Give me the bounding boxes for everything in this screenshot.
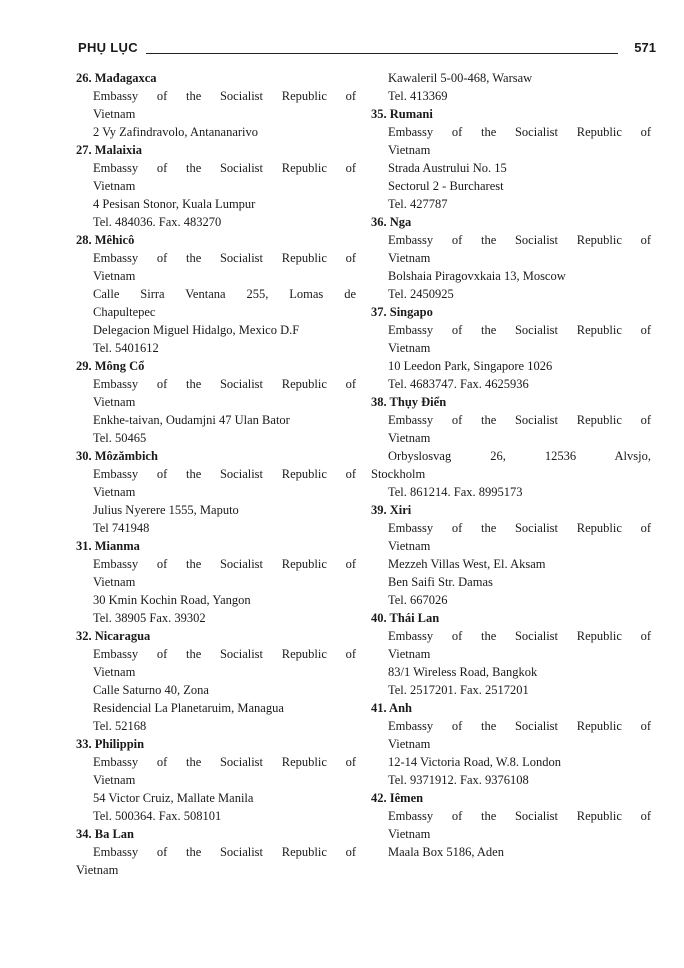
- entry-heading: 28. Mêhicô: [76, 233, 135, 247]
- entry-phone: Tel. 484036. Fax. 483270: [93, 215, 222, 229]
- entry-line: Embassy of the Socialist Republic of: [388, 629, 651, 643]
- entry-phone: Tel. 2517201. Fax. 2517201: [388, 683, 529, 697]
- entry-address: Ben Saifi Str. Damas: [388, 575, 493, 589]
- entry-line: Vietnam: [93, 773, 136, 787]
- entry-line: Vietnam: [93, 485, 136, 499]
- entry-line: Embassy of the Socialist Republic of: [93, 377, 356, 391]
- entry-address: Strada Austrului No. 15: [388, 161, 507, 175]
- entry-40: [371, 609, 651, 699]
- right-column: [371, 69, 651, 861]
- entry-heading: 31. Mianma: [76, 539, 140, 553]
- entry-address: Mezzeh Villas West, El. Aksam: [388, 557, 546, 571]
- entry-address: 4 Pesisan Stonor, Kuala Lumpur: [93, 197, 256, 211]
- entry-32: [76, 627, 356, 735]
- entry-address: 2 Vy Zafindravolo, Antananarivo: [93, 125, 259, 139]
- entry-line: Embassy of the Socialist Republic of: [93, 557, 356, 571]
- entry-line: Vietnam: [93, 575, 136, 589]
- entry-line: Vietnam: [93, 179, 136, 193]
- entry-heading: 34. Ba Lan: [76, 827, 135, 841]
- entry-heading: 32. Nicaragua: [76, 629, 151, 643]
- entry-line: Embassy of the Socialist Republic of: [388, 413, 651, 427]
- entry-33: [76, 735, 356, 825]
- entry-heading: 39. Xiri: [371, 503, 412, 517]
- entry-phone: Tel. 667026: [388, 593, 448, 607]
- entry-31: [76, 537, 356, 627]
- entry-address: 83/1 Wireless Road, Bangkok: [388, 665, 538, 679]
- entry-29: [76, 357, 356, 447]
- entry-address: Kawaleril 5-00-468, Warsaw: [388, 71, 533, 85]
- entry-line: Vietnam: [388, 737, 431, 751]
- entry-phone: Tel. 5401612: [93, 341, 159, 355]
- entry-heading: 27. Malaixia: [76, 143, 142, 157]
- entry-line: Vietnam: [93, 665, 136, 679]
- entry-line: Embassy of the Socialist Republic of: [388, 809, 651, 823]
- entry-heading: 35. Rumani: [371, 107, 433, 121]
- running-title: PHỤ LỤC: [78, 40, 138, 55]
- entry-address: Orbyslosvag 26, 12536 Alvsjo,: [388, 449, 651, 463]
- page-number: 571: [634, 40, 656, 55]
- entry-address: Residencial La Planetaruim, Managua: [93, 701, 284, 715]
- entry-address: Julius Nyerere 1555, Maputo: [93, 503, 239, 517]
- entry-line: Embassy of the Socialist Republic of: [388, 521, 651, 535]
- entry-26: [76, 69, 356, 141]
- page-header: [78, 40, 656, 60]
- entry-address: 12-14 Victoria Road, W.8. London: [388, 755, 561, 769]
- entry-phone: Tel 741948: [93, 521, 150, 535]
- entry-address: Bolshaia Piragovxkaia 13, Moscow: [388, 269, 566, 283]
- entry-30: [76, 447, 356, 537]
- entry-heading: 42. Iêmen: [371, 791, 424, 805]
- entry-address: Delegacion Miguel Hidalgo, Mexico D.F: [93, 323, 300, 337]
- entry-phone: Tel. 38905 Fax. 39302: [93, 611, 206, 625]
- entry-38: [371, 393, 651, 501]
- entry-heading: 40. Thái Lan: [371, 611, 440, 625]
- entry-42: [371, 789, 651, 861]
- entry-line: Vietnam: [388, 143, 431, 157]
- entry-address: Maala Box 5186, Aden: [388, 845, 504, 859]
- entry-line: Vietnam: [388, 539, 431, 553]
- entry-phone: Tel. 427787: [388, 197, 448, 211]
- entry-heading: 26. Mađagaxca: [76, 71, 157, 85]
- entry-heading: 33. Philippin: [76, 737, 145, 751]
- entry-heading: 38. Thụy Điển: [371, 395, 447, 409]
- entry-line: Embassy of the Socialist Republic of: [93, 251, 356, 265]
- entry-line: Vietnam: [388, 431, 431, 445]
- entry-line: Embassy of the Socialist Republic of: [93, 161, 356, 175]
- entry-address: Calle Saturno 40, Zona: [93, 683, 209, 697]
- entry-heading: 36. Nga: [371, 215, 412, 229]
- entry-line: Embassy of the Socialist Republic of: [93, 467, 356, 481]
- entry-36: [371, 213, 651, 303]
- entry-34-continued: [371, 69, 651, 105]
- entry-heading: 37. Singapo: [371, 305, 433, 319]
- entry-heading: 41. Anh: [371, 701, 412, 715]
- entry-address: 54 Victor Cruiz, Mallate Manila: [93, 791, 254, 805]
- entry-phone: Tel. 52168: [93, 719, 147, 733]
- entry-37: [371, 303, 651, 393]
- entry-line: Embassy of the Socialist Republic of: [388, 719, 651, 733]
- entry-28: [76, 231, 356, 357]
- entry-address: Enkhe-taivan, Oudamjni 47 Ulan Bator: [93, 413, 290, 427]
- entry-line: Vietnam: [93, 107, 136, 121]
- entry-line: Embassy of the Socialist Republic of: [93, 845, 356, 859]
- entry-phone: Tel. 2450925: [388, 287, 454, 301]
- entry-line: Vietnam: [388, 647, 431, 661]
- entry-address: 30 Kmin Kochin Road, Yangon: [93, 593, 251, 607]
- entry-phone: Tel. 9371912. Fax. 9376108: [388, 773, 529, 787]
- entry-line: Embassy of the Socialist Republic of: [93, 647, 356, 661]
- entry-line: Embassy of the Socialist Republic of: [388, 323, 651, 337]
- header-rule: [146, 53, 618, 54]
- entry-27: [76, 141, 356, 231]
- entry-line: Embassy of the Socialist Republic of: [388, 125, 651, 139]
- entry-address: Stockholm: [371, 467, 426, 481]
- entry-address: Sectorul 2 - Burcharest: [388, 179, 504, 193]
- entry-41: [371, 699, 651, 789]
- entry-line: Embassy of the Socialist Republic of: [93, 89, 356, 103]
- entry-line: Vietnam: [388, 251, 431, 265]
- entry-phone: Tel. 50465: [93, 431, 147, 445]
- entry-line: Vietnam: [388, 341, 431, 355]
- entry-phone: Tel. 413369: [388, 89, 448, 103]
- entry-phone: Tel. 4683747. Fax. 4625936: [388, 377, 529, 391]
- entry-35: [371, 105, 651, 213]
- entry-line: Vietnam: [76, 863, 119, 877]
- entry-address: 10 Leedon Park, Singapore 1026: [388, 359, 553, 373]
- entry-phone: Tel. 500364. Fax. 508101: [93, 809, 222, 823]
- entry-heading: 29. Mông Cổ: [76, 359, 145, 373]
- left-column: [76, 69, 356, 879]
- entry-line: Vietnam: [388, 827, 431, 841]
- entry-address: Chapultepec: [93, 305, 156, 319]
- entry-phone: Tel. 861214. Fax. 8995173: [388, 485, 523, 499]
- entry-line: Vietnam: [93, 269, 136, 283]
- entry-heading: 30. Môzămbich: [76, 449, 158, 463]
- entry-34: [76, 825, 356, 879]
- entry-line: Embassy of the Socialist Republic of: [388, 233, 651, 247]
- entry-line: Vietnam: [93, 395, 136, 409]
- entry-line: Embassy of the Socialist Republic of: [93, 755, 356, 769]
- entry-39: [371, 501, 651, 609]
- entry-address: Calle Sirra Ventana 255, Lomas de: [93, 287, 356, 301]
